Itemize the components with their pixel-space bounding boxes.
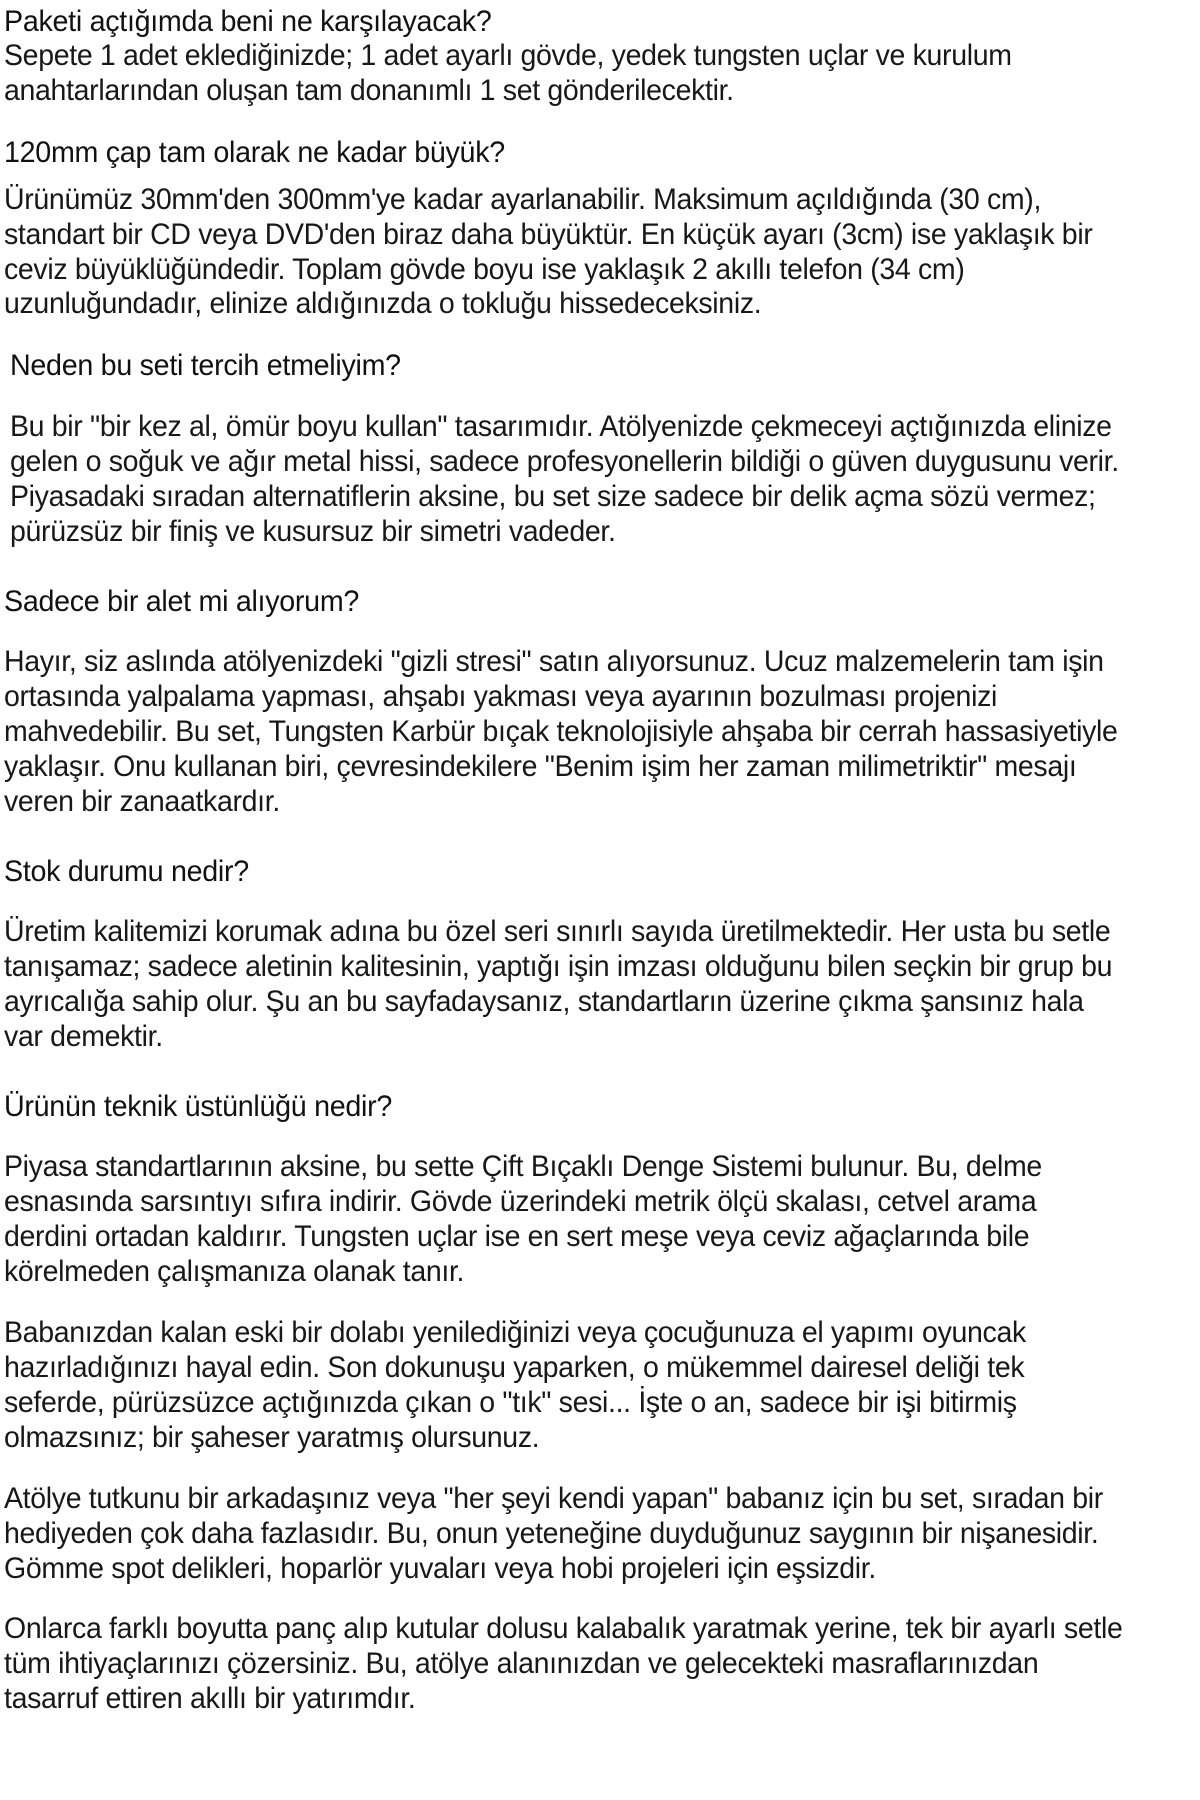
faq-answer-technical: Piyasa standartlarının aksine, bu sette Çift Bıçaklı Denge Sistemi bulunur. Bu, delme esnasında sarsıntıyı sıfıra indirir. Gövde üzerindeki metrik ölçü skalası, cetvel arama derdini ortadan kaldırır. Tungsten uçlar ise en sert meşe veya ceviz ağaçlarında bile körelmeden çalışmanıza olanak tanır. bbox=[4, 1150, 1042, 1288]
faq-section-diameter bbox=[4, 135, 1182, 322]
closing-paragraph-gift: Atölye tutkunu bir arkadaşınız veya "her şeyi kendi yapan" babanız için bu set, sıradan bir hediyeden çok daha fazlasıdır. Bu, onun yeteneğine duyduğunuz saygının bir nişanesidir. Gömme spot delikleri, hoparlör yuvaları veya hobi projeleri için eşsizdir. bbox=[4, 1481, 1103, 1585]
faq-section-stock bbox=[4, 854, 1182, 1055]
faq-question-just-a-tool: Sadece bir alet mi alıyorum? bbox=[4, 584, 360, 618]
faq-section-just-a-tool bbox=[4, 584, 1182, 820]
heading-body-spacer bbox=[4, 171, 1182, 183]
faq-question-diameter: 120mm çap tam olarak ne kadar büyük? bbox=[4, 136, 505, 170]
closing-paragraph-nostalgia: Babanızdan kalan eski bir dolabı yenilediğinizi veya çocuğunuza el yapımı oyuncak hazırladığınızı hayal edin. Son dokunuşu yaparken, o mükemmel dairesel deliği tek seferde, pürüzsüzce açtığınızda çıkan o "tık" sesi... İşte o an, sadece bir işi bitirmiş olmazsınız; bir şaheser yaratmış olursunuz. bbox=[4, 1315, 1026, 1454]
heading-body-spacer bbox=[4, 1124, 1182, 1150]
section-spacer bbox=[4, 322, 1182, 348]
faq-section-why-this-set bbox=[4, 348, 1182, 549]
faq-question-packaging: Paketi açtığımda beni ne karşılayacak? bbox=[4, 5, 492, 38]
faq-section-technical bbox=[4, 1089, 1182, 1290]
section-spacer bbox=[4, 109, 1182, 135]
faq-answer-stock: Üretim kalitemizi korumak adına bu özel seri sınırlı sayıda üretilmektedir. Her usta bu setle tanışamaz; sadece aletinin kalitesinin, yaptığı işin imzası olduğunu bilen seçkin bir grup bu ayrıcalığa sahip olur. Şu an bu sayfadaysanız, standartların üzerine çıkma şansınız hala var demektir. bbox=[4, 915, 1113, 1053]
faq-question-technical: Ürünün teknik üstünlüğü nedir? bbox=[4, 1089, 392, 1123]
closing-paragraph-investment: Onlarca farklı boyutta panç alıp kutular dolusu kalabalık yaratmak yerine, tek bir ayarlı setle tüm ihtiyaçlarınızı çözersiniz. Bu, atölye alanınızdan ve gelecekteki masraflarınızdan tasarruf ettiren akıllı bir yatırımdır. bbox=[4, 1612, 1123, 1716]
paragraph-spacer bbox=[4, 1456, 1182, 1482]
heading-body-spacer bbox=[10, 384, 1182, 410]
faq-answer-why-this-set: Bu bir "bir kez al, ömür boyu kullan" tasarımıdır. Atölyenizde çekmeceyi açtığınızda elinize gelen o soğuk ve ağır metal hissi, sadece profesyonellerin bildiği o güven duygusunu verir. Piyasadaki sıradan alternatiflerin aksine, bu set size sadece bir delik açma sözü vermez; pürüzsüz bir finiş ve kusursuz bir simetri vadeder. bbox=[10, 409, 1119, 548]
section-spacer bbox=[4, 1290, 1182, 1316]
faq-question-why-this-set: Neden bu seti tercih etmeliyim? bbox=[10, 349, 401, 383]
heading-body-spacer bbox=[4, 619, 1182, 645]
section-spacer bbox=[4, 550, 1182, 584]
faq-answer-packaging: Sepete 1 adet eklediğinizde; 1 adet ayarlı gövde, yedek tungsten uçlar ve kurulum anahtarlarından oluşan tam donanımlı 1 set gönderilecektir. bbox=[4, 39, 1012, 108]
faq-section-packaging bbox=[4, 4, 1182, 109]
section-spacer bbox=[4, 820, 1182, 854]
heading-body-spacer bbox=[4, 889, 1182, 915]
faq-answer-diameter: Ürünümüz 30mm'den 300mm'ye kadar ayarlanabilir. Maksimum açıldığında (30 cm), standart bir CD veya DVD'den biraz daha büyüktür. En küçük ayarı (3cm) ise yaklaşık bir ceviz büyüklüğündedir. Toplam gövde boyu ise yaklaşık 2 akıllı telefon (34 cm) uzunluğundadır, elinize aldığınızda o tokluğu hissedeceksiniz. bbox=[4, 182, 1093, 321]
faq-question-stock: Stok durumu nedir? bbox=[4, 854, 249, 888]
paragraph-spacer bbox=[4, 1586, 1182, 1612]
faq-answer-just-a-tool: Hayır, siz aslında atölyenizdeki "gizli stresi" satın alıyorsunuz. Ucuz malzemelerin tam işin ortasında yalpalama yapması, ahşabı yakması veya ayarının bozulması projenizi mahvedebilir. Bu set, Tungsten Karbür bıçak teknolojisiyle ahşaba bir cerrah hassasiyetiyle yaklaşır. Onu kullanan biri, çevresindekilere "Benim işim her zaman milimetriktir" mesajı veren bir zanaatkardır. bbox=[4, 644, 1118, 818]
section-spacer bbox=[4, 1055, 1182, 1089]
